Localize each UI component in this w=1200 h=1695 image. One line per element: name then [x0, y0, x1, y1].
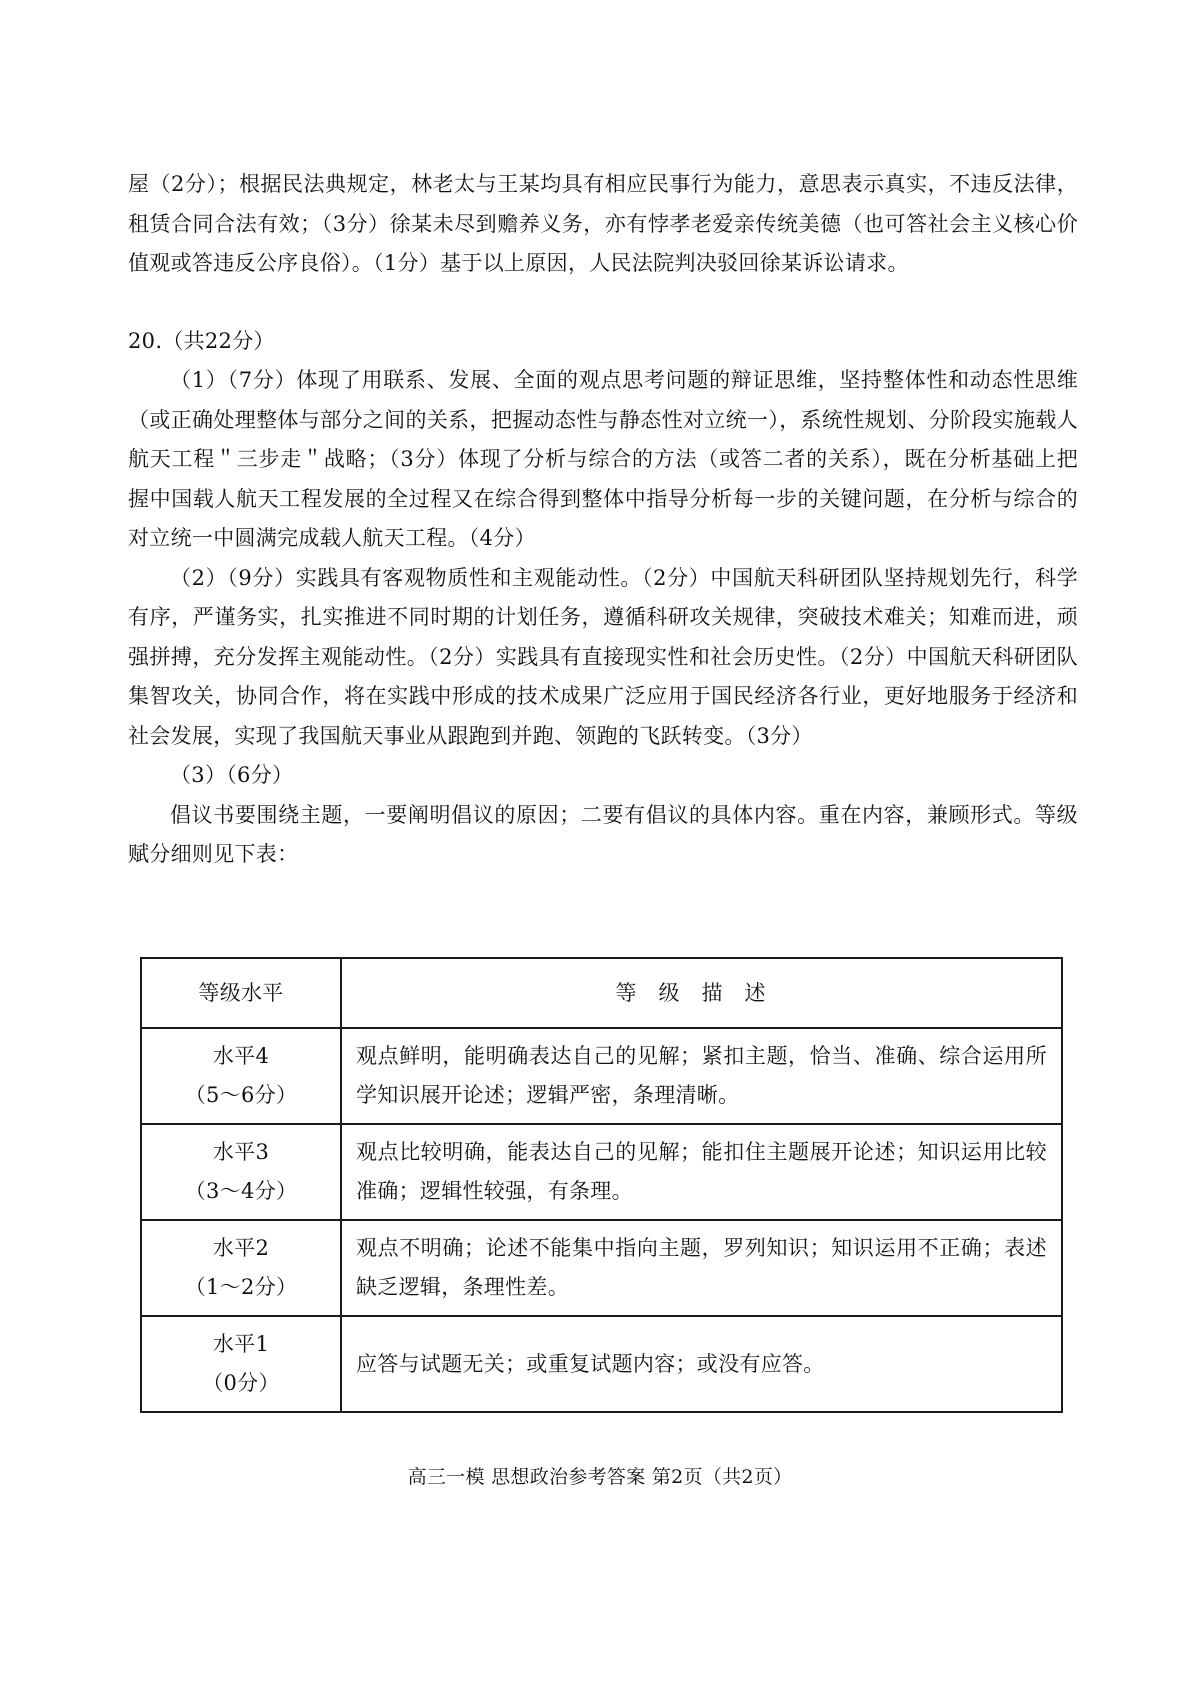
q20-part2-answer: （2）（9分）实践具有客观物质性和主观能动性。（2分）中国航天科研团队坚持规划先行，科学有序，严谨务实，扎实推进不同时期的计划任务，遵循科研攻关规律，突破技术难关；知难而进，顽强拼搏，充分发挥主观能动性。（2分）实践具有直接现实性和社会历史性。（2分）中国航天科研团队集智攻关，协同合作，将在实践中形成的技术成果广泛应用于国民经济各行业，更好地服务于经济和社会发展，实现了我国航天事业从跟跑到并跑、领跑的飞跃转变。（3分）	[128, 565, 1078, 748]
q20-heading: 20.（共22分）	[128, 328, 275, 353]
level-description: 观点鲜明，能明确表达自己的见解；紧扣主题，恰当、准确、综合运用所学知识展开论述；逻辑严密，条理清晰。	[341, 1028, 1062, 1124]
grading-table-header-row	[141, 958, 1062, 1028]
table-row	[141, 1028, 1062, 1124]
answer-content	[128, 165, 1078, 875]
level-name: 水平1	[212, 1332, 270, 1356]
level-score: （5～6分）	[184, 1083, 298, 1107]
level-name: 水平3	[212, 1140, 270, 1164]
table-row	[141, 1220, 1062, 1316]
level-cell	[141, 1028, 341, 1124]
level-cell	[141, 1316, 341, 1412]
q20-part3-intro: 倡议书要围绕主题，一要阐明倡议的原因；二要有倡议的具体内容。重在内容，兼顾形式。等级赋分细则见下表：	[128, 802, 1078, 866]
table-row	[141, 1124, 1062, 1220]
level-score: （0分）	[202, 1371, 280, 1395]
level-name: 水平4	[212, 1044, 270, 1068]
grading-table	[140, 957, 1063, 1413]
paragraph-gap	[128, 284, 1078, 322]
level-cell	[141, 1220, 341, 1316]
level-description: 应答与试题无关；或重复试题内容；或没有应答。	[341, 1316, 1062, 1412]
table-row	[141, 1316, 1062, 1412]
level-score: （1～2分）	[184, 1275, 298, 1299]
q19-continuation-paragraph: 屋（2分）；根据民法典规定，林老太与王某均具有相应民事行为能力，意思表示真实，不违反法律，租赁合同合法有效；（3分）徐某未尽到赡养义务，亦有悖孝老爱亲传统美德（也可答社会主义核心价值观或答违反公序良俗）。（1分）基于以上原因，人民法院判决驳回徐某诉讼请求。	[128, 172, 1078, 275]
level-score: （3～4分）	[184, 1179, 298, 1203]
level-cell	[141, 1124, 341, 1220]
level-description: 观点比较明确，能表达自己的见解；能扣住主题展开论述；知识运用比较准确；逻辑性较强，有条理。	[341, 1124, 1062, 1220]
q20-part1-answer: （1）（7分）体现了用联系、发展、全面的观点思考问题的辩证思维，坚持整体性和动态性思维（或正确处理整体与部分之间的关系，把握动态性与静态性对立统一），系统性规划、分阶段实施载人航天工程＂三步走＂战略；（3分）体现了分析与综合的方法（或答二者的关系），既在分析基础上把握中国载人航天工程发展的全过程又在综合得到整体中指导分析每一步的关键问题，在分析与综合的对立统一中圆满完成载人航天工程。（4分）	[128, 368, 1078, 550]
q20-part3-label: （3）（6分）	[170, 763, 294, 787]
header-level: 等级水平	[141, 958, 341, 1028]
page-footer: 高三一模 思想政治参考答案 第2页（共2页）	[407, 1466, 793, 1488]
header-description: 等级描述	[341, 958, 1062, 1028]
level-name: 水平2	[212, 1236, 270, 1260]
level-description: 观点不明确；论述不能集中指向主题，罗列知识；知识运用不正确；表述缺乏逻辑，条理性差。	[341, 1220, 1062, 1316]
